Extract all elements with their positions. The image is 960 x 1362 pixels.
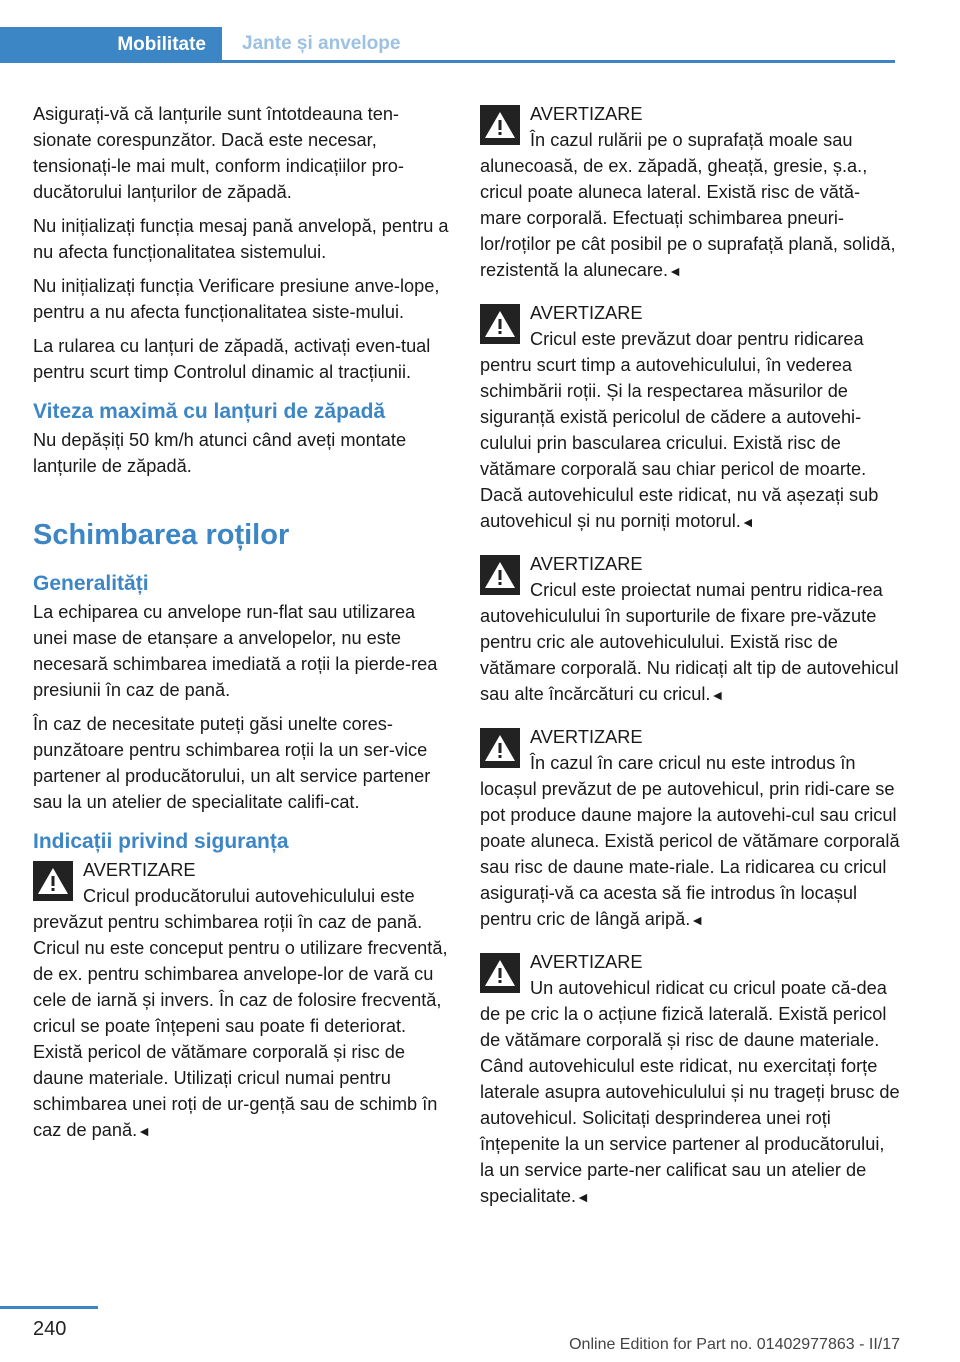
- left-column: [33, 101, 453, 1160]
- warning-text: Cricul producătorului autovehiculului este prevăzut pentru schimbarea roții în caz de pană. Cricul nu este conceput pentru o utilizare frecventă, de ex. pentru schimbarea anvelope‐lor de vară cu cele de iarnă și invers. În caz de folosire frecventă, cricul se poate înțepeni sau poate fi deteriorat. Există pericol de vătămare corporală și risc de daune materiale. Utilizați cricul numai pentru schimbarea unei roți de ur‐gență sau de schimb în caz de pană.: [33, 886, 448, 1140]
- warning-title: AVERTIZARE: [530, 554, 643, 574]
- warning-title: AVERTIZARE: [530, 952, 643, 972]
- paragraph: La rularea cu lanțuri de zăpadă, activați even‐tual pentru scurt timp Controlul dinamic al tracțiunii.: [33, 336, 431, 382]
- warning-block: [480, 101, 900, 284]
- section-tab: [0, 27, 222, 63]
- warning-text: Cricul este prevăzut doar pentru ridicarea pentru scurt timp a autovehiculului, în vederea schimbării roții. Și la respectarea măsurilor de siguranță există pericolul de cădere a autovehi‐culului prin bascularea cricului. Există risc de vătămare corporală sau chiar pericol de moarte. Dacă autovehiculul este ridicat, nu vă așezați sub autovehicul și nu porniți motorul.: [480, 329, 879, 531]
- paragraph: Nu inițializați funcția Verificare presiune anve‐lope, pentru a nu afecta funcționalitatea siste‐mului.: [33, 276, 440, 322]
- general-heading: Generalități: [33, 572, 149, 595]
- warning-triangle-icon: [480, 105, 520, 145]
- warning-triangle-icon: [33, 861, 73, 901]
- right-column: [480, 101, 900, 1226]
- footer-rule: [0, 1306, 98, 1309]
- warning-triangle-icon: [480, 953, 520, 993]
- warning-block: [480, 724, 900, 933]
- subsection-title: Jante și anvelope: [242, 33, 401, 54]
- page-number: 240: [33, 1318, 67, 1340]
- paragraph: Nu inițializați funcția mesaj pană anvelopă, pentru a nu afecta funcționalitatea sistemului.: [33, 216, 449, 262]
- end-mark: ◄: [710, 687, 725, 703]
- paragraph: În caz de necesitate puteți găsi unelte cores‐punzătoare pentru schimbarea roții la un ser‐vice partener al producătorului, un alt service partener sau la un atelier de specialitate califi‐cat.: [33, 714, 431, 812]
- end-mark: ◄: [690, 912, 705, 928]
- warning-title: AVERTIZARE: [530, 727, 643, 747]
- warning-title: AVERTIZARE: [83, 860, 196, 880]
- end-mark: ◄: [740, 514, 755, 530]
- warning-title: AVERTIZARE: [530, 104, 643, 124]
- end-mark: ◄: [668, 263, 682, 279]
- paragraph: Nu depășiți 50 km/h atunci când aveți montate lanțurile de zăpadă.: [33, 430, 407, 476]
- paragraph: La echiparea cu anvelope run-flat sau utilizarea unei mase de etanșare a anvelopelor, nu este necesară schimbarea imediată a roții la pierde‐rea presiunii în caz de pană.: [33, 602, 438, 700]
- warning-block: [480, 300, 900, 535]
- warning-title: AVERTIZARE: [530, 303, 643, 323]
- warning-block: [33, 857, 453, 1144]
- warning-text: Cricul este proiectat numai pentru ridica‐rea autovehiculului în suporturile de fixare pre‐văzute pentru cric ale autovehiculului. Există risc de vătămare corporală. Nu ridicați alt tip de autovehicul sau alte încărcături cu cricul.: [480, 580, 899, 704]
- warning-triangle-icon: [480, 728, 520, 768]
- chapter-title: Schimbarea roților: [33, 519, 290, 551]
- subsection-tab: [242, 27, 400, 61]
- header-rule: [0, 60, 895, 63]
- section-title: Mobilitate: [117, 34, 206, 55]
- speed-heading: Viteza maximă cu lanțuri de zăpadă: [33, 400, 386, 423]
- edition-note: Online Edition for Part no. 01402977863 - II/17: [569, 1336, 900, 1353]
- safety-heading: Indicații privind siguranța: [33, 830, 289, 853]
- paragraph: Asigurați-vă că lanțurile sunt întotdeauna ten‐sionate corespunzător. Dacă este necesar, tensionați-le mai mult, conform indicațiilor pro‐ducătorului lanțurilor de zăpadă.: [33, 104, 404, 202]
- warning-text: Un autovehicul ridicat cu cricul poate că‐dea de pe cric la o acțiune fizică laterală. Există pericol de vătămare corporală și risc de daune materiale. Când autovehiculul este ridicat, nu exercitați forțe laterale asupra autovehiculului și nu trageți brusc de autovehicul. Solicitați desprinderea unei roți înțepenite la un service partener al producătorului, la un service parte‐ner calificat sau un atelier de specialitate.: [480, 978, 900, 1206]
- warning-text: În cazul în care cricul nu este introdus în locașul prevăzut de pe autovehicul, prin ridi‐care se pot produce daune majore la autovehi‐cul sau cricul poate aluneca. Există pericol de vătămare corporală sau risc de daune mate‐riale. La ridicarea cu cricul asigurați-vă ca acesta să fie introdus în locașul pentru cric de lângă aripă.: [480, 753, 900, 929]
- warning-block: [480, 551, 900, 708]
- end-mark: ◄: [137, 1123, 152, 1139]
- page-header: [0, 27, 895, 61]
- warning-text: În cazul rulării pe o suprafață moale sau alunecoasă, de ex. zăpadă, gheață, gresie, ș.a., cricul poate aluneca lateral. Există risc de vătă‐mare corporală. Efectuați schimbarea pneuri‐lor/roților pe cât posibil pe o suprafață plană, solidă, rezistentă la alunecare.: [480, 130, 896, 280]
- warning-triangle-icon: [480, 304, 520, 344]
- end-mark: ◄: [576, 1189, 590, 1205]
- warning-block: [480, 949, 900, 1210]
- warning-triangle-icon: [480, 555, 520, 595]
